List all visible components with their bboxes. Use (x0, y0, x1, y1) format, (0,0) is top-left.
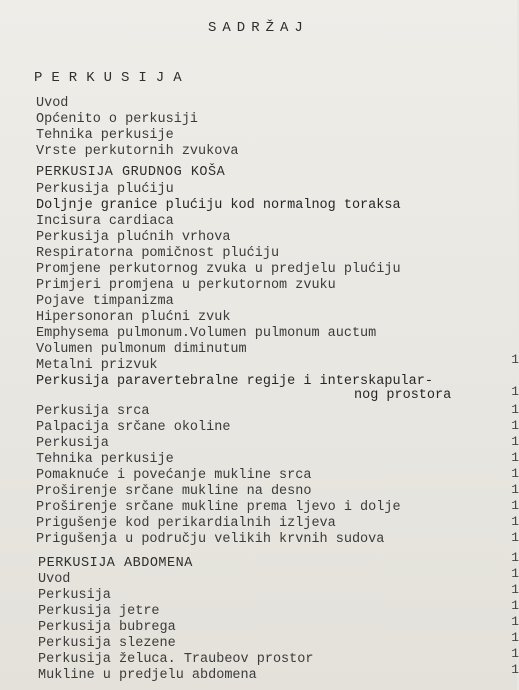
page-number: 1 (511, 630, 519, 645)
toc-entry: Promjene perkutornog zvuka u predjelu plućiju (36, 262, 401, 277)
toc-entry: Incisura cardiaca (36, 214, 174, 229)
toc-entry: Palpacija srčane okoline (36, 420, 231, 435)
toc-entry: Volumen pulmonum diminutum (36, 342, 247, 357)
toc-entry: Perkusija srca (36, 404, 150, 419)
toc-entry: Perkusija (36, 436, 109, 451)
toc-entry: Prigušenja u području velikih krvnih sudova (36, 532, 385, 547)
toc-entry: Mukline u predjelu abdomena (38, 668, 257, 683)
toc-entry: Tehnika perkusije (36, 452, 174, 467)
page-number: 1 (511, 482, 519, 497)
toc-entry: Perkusija plućiju (36, 182, 174, 197)
page-number: 1 (511, 566, 519, 581)
page-number: 1 (511, 582, 519, 597)
page-number: 1 (511, 550, 519, 565)
toc-entry: Općenito o perkusiji (36, 112, 199, 127)
toc-entry: Perkusija jetre (38, 604, 160, 619)
page-number: 1 (511, 450, 519, 465)
toc-entry: Emphysema pulmonum.Volumen pulmonum auctum (36, 326, 377, 341)
toc-entry: Prigušenje kod perikardialnih izljeva (36, 516, 336, 531)
toc-entry: Proširenje srčane mukline na desno (36, 484, 312, 499)
toc-entry: Perkusija plućnih vrhova (36, 230, 231, 245)
toc-entry: Uvod (38, 572, 71, 587)
toc-entry: Hipersonoran plućni zvuk (36, 310, 231, 325)
page-number: 1 (511, 466, 519, 481)
toc-entry: Uvod (36, 96, 69, 111)
toc-entry-continuation: nog prostora (354, 388, 452, 403)
page-number: 1 (511, 514, 519, 529)
toc-entry: Respiratorna pomičnost plućiju (36, 246, 280, 261)
section-heading-abdomena: PERKUSIJA ABDOMENA (38, 556, 193, 571)
toc-entry: Metalni prizvuk (36, 358, 158, 373)
toc-entry: Doljnje granice plućiju kod normalnog toraksa (36, 198, 401, 213)
toc-entry: Pomaknuće i povećanje mukline srca (36, 468, 312, 483)
toc-entry: Perkusija (38, 588, 111, 603)
page-number: 1 (511, 530, 519, 545)
page-number: 1 (511, 418, 519, 433)
page-number: 1 (511, 646, 519, 661)
section-heading-grudnog-kosa: PERKUSIJA GRUDNOG KOŠA (36, 165, 226, 180)
page-number: 1 (511, 434, 519, 449)
page-number: 1 (511, 498, 519, 513)
page-number: 1 (511, 662, 519, 677)
page-title: SADRŽAJ (208, 20, 309, 36)
toc-entry: Proširenje srčane mukline prema ljevo i dolje (36, 500, 401, 515)
page-number: 1 (511, 384, 519, 399)
page-number: 1 (511, 598, 519, 613)
toc-entry: Perkusija paravertebralne regije i interskapular- (36, 374, 433, 389)
toc-entry: Perkusija želuca. Traubeov prostor (38, 652, 314, 667)
toc-entry: Vrste perkutornih zvukova (36, 144, 239, 159)
page-number: 1 (511, 614, 519, 629)
toc-entry: Perkusija slezene (38, 636, 176, 651)
toc-entry: Perkusija bubrega (38, 620, 176, 635)
toc-entry: Tehnika perkusije (36, 128, 174, 143)
section-heading-perkusija: PERKUSIJA (34, 70, 191, 86)
toc-entry: Primjeri promjena u perkutornom zvuku (36, 278, 336, 293)
toc-entry: Pojave timpanizma (36, 294, 174, 309)
page-number: 1 (511, 352, 519, 367)
page-number: 1 (511, 402, 519, 417)
